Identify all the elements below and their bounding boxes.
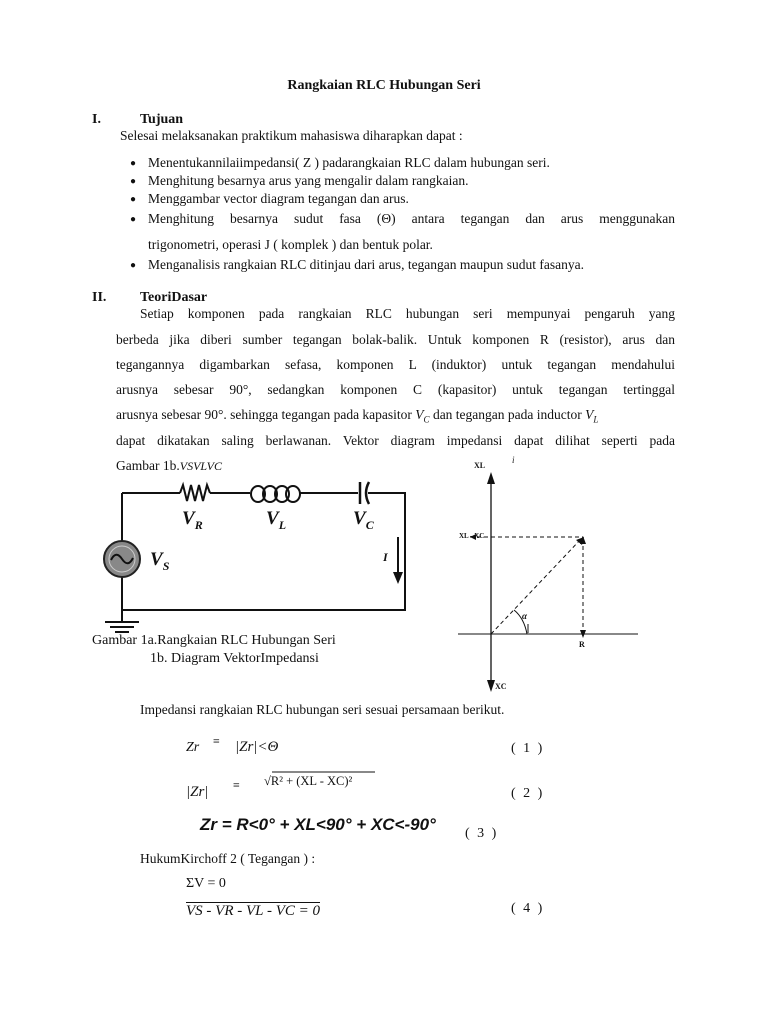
- paragraph-line-2: berbeda jika diberi sumber tegangan bolak-balik. Untuk komponen R (resistor), arus dan: [116, 332, 675, 347]
- eq1-symbol: ≡: [213, 734, 220, 748]
- eq1-rhs: |Zr|<Θ: [235, 739, 279, 755]
- eq1-lhs: Zr: [186, 740, 200, 755]
- sum-v-equation: ΣV = 0: [186, 876, 226, 891]
- equations-intro: Impedansi rangkaian RLC hubungan seri sesuai persamaan berikut.: [140, 702, 505, 717]
- section-1-number: I.: [92, 112, 101, 127]
- page-title: Rangkaian RLC Hubungan Seri: [287, 78, 481, 93]
- section-1-heading: Tujuan: [140, 112, 184, 127]
- bullet-icon: ●: [130, 194, 137, 205]
- section-2-heading: TeoriDasar: [140, 290, 208, 305]
- bullet-item-4-continuation: trigonometri, operasi J ( komplek ) dan bentuk polar.: [148, 237, 433, 252]
- bullet-item-5: Menganalisis rangkaian RLC ditinjau dari arus, tegangan maupun sudut fasanya.: [148, 257, 585, 272]
- bullet-item-2: Menghitung besarnya arus yang mengalir dalam rangkaian.: [148, 173, 469, 188]
- r-axis-label: R: [579, 640, 585, 649]
- eq2-symbol: ≡: [233, 778, 240, 792]
- figure-ref-variables: VSVLVC: [179, 459, 222, 473]
- bullet-icon: ●: [130, 176, 137, 187]
- bullet-item-4: Menghitung besarnya sudut fasa (Θ) antara tegangan dan arus menggunakan: [148, 211, 675, 226]
- paragraph-line-1: Setiap komponen pada rangkaian RLC hubungan seri mempunyai pengaruh yang: [140, 306, 675, 321]
- bullet-item-1: Menentukannilaiimpedansi( Z ) padarangkaian RLC dalam hubungan seri.: [148, 155, 550, 170]
- eq2-number: ( 2 ): [511, 786, 545, 801]
- eq4-number: ( 4 ): [511, 901, 545, 916]
- angle-label: α: [522, 611, 527, 621]
- figure-1a-caption: Gambar 1a.Rangkaian RLC Hubungan Seri: [92, 633, 336, 648]
- kirchoff-heading: HukumKirchoff 2 ( Tegangan ) :: [140, 851, 316, 866]
- eq1-number: ( 1 ): [511, 741, 545, 756]
- figure-1b-caption: 1b. Diagram VektorImpedansi: [150, 651, 319, 666]
- vc-symbol: $V_C$: [415, 407, 430, 425]
- section-1-intro: Selesai melaksanakan praktikum mahasiswa diharapkan dapat :: [120, 128, 463, 143]
- xl-minus-xc-label: XL - XC: [459, 532, 485, 540]
- bullet-icon: ●: [130, 260, 137, 271]
- eq3-number: ( 3 ): [465, 826, 499, 841]
- eq2-rhs: √R² + (XL - XC)²: [264, 774, 353, 788]
- section-2-number: II.: [92, 290, 107, 305]
- bullet-icon: ●: [130, 158, 137, 169]
- paragraph-line-3: tegangannya digambarkan sefasa, komponen L (induktor) untuk tegangan mendahului: [116, 357, 675, 372]
- paragraph-line-7: Gambar 1b.VSVLVC: [116, 458, 222, 473]
- vr-label: $V_R$: [182, 508, 203, 532]
- vs-label: $V_S$: [150, 549, 170, 573]
- eq2-lhs: |Zr|: [186, 784, 209, 800]
- xl-axis-label: XL: [474, 461, 486, 470]
- paragraph-line-6: dapat dikatakan saling berlawanan. Vektor diagram impedansi dapat dilihat seperti pada: [116, 433, 675, 448]
- i-axis-label: i: [512, 455, 515, 465]
- eq4: VS - VR - VL - VC = 0: [186, 903, 320, 919]
- paragraph-line-5-mid: dan tegangan pada inductor: [432, 407, 582, 422]
- paragraph-line-4: arusnya sebesar 90°, sedangkan komponen C (kapasitor) untuk tegangan tertinggal: [116, 382, 675, 397]
- xc-axis-label: XC: [495, 682, 507, 691]
- bullet-icon: ●: [130, 214, 137, 225]
- current-label: I: [383, 550, 388, 564]
- bullet-item-3: Menggambar vector diagram tegangan dan arus.: [148, 191, 409, 206]
- vl-symbol: $V_L$: [585, 407, 599, 425]
- vl-label: $V_L$: [266, 508, 287, 532]
- eq3: Zr = R<0° + XL<90° + XC<-90°: [200, 815, 436, 834]
- paragraph-line-5-text: arusnya sebesar 90°. sehingga tegangan pada kapasitor: [116, 407, 412, 422]
- vc-label: $V_C$: [353, 508, 374, 532]
